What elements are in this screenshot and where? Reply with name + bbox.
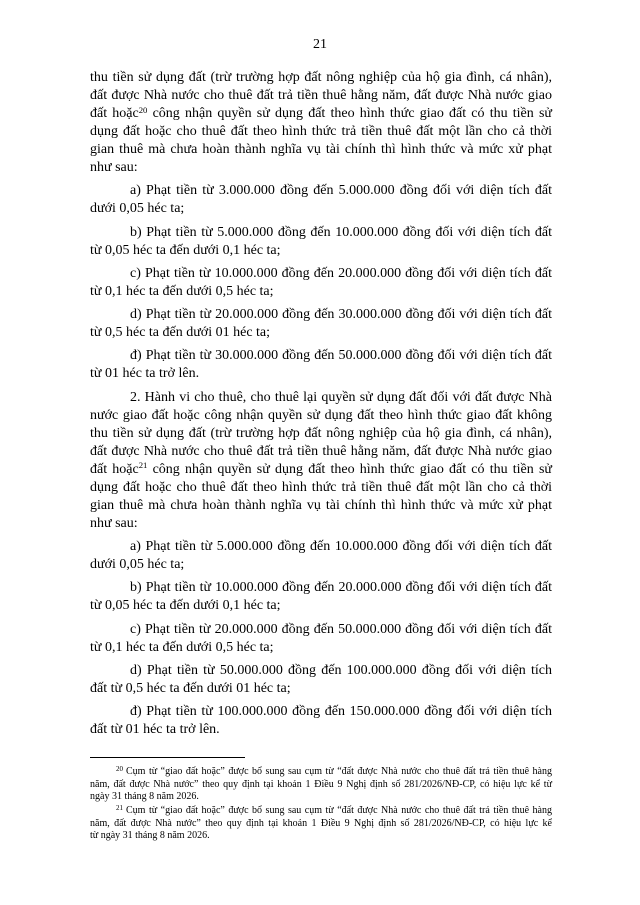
- text-line: từ 0,5 héc ta đến dưới 01 héc ta;: [90, 325, 271, 341]
- text-line: đất được Nhà nước cho thuê đất trả tiền thuê hằng năm, đất được Nhà nước giao: [90, 88, 552, 103]
- text-line: d) Phạt tiền từ 50.000.000 đồng đến 100.000.000 đồng đối với diện tích: [130, 662, 552, 678]
- text-line: c) Phạt tiền từ 20.000.000 đồng đến 50.000.000 đồng đối với diện tích đất: [130, 621, 552, 637]
- text-line: b) Phạt tiền từ 5.000.000 đồng đến 10.000.000 đồng đối với diện tích đất: [130, 224, 552, 240]
- footnote-text: Cụm từ “giao đất hoặc” được bổ sung sau cụm từ “đất được Nhà nước cho thuê đất trả tiền thuê hàng: [126, 766, 552, 777]
- paragraph: [90, 621, 552, 657]
- text-line: gian thuê mà chưa hoàn thành nghĩa vụ tài chính thì hình thức và mức xử phạt: [90, 497, 552, 513]
- text-line: c) Phạt tiền từ 10.000.000 đồng đến 20.000.000 đồng đối với diện tích đất: [130, 265, 552, 281]
- text-line: từ 0,1 héc ta đến dưới 0,5 héc ta;: [90, 283, 274, 299]
- text-line: như sau:: [90, 160, 138, 175]
- footnote-number: 21: [116, 803, 123, 812]
- text-line: dụng đất hoặc cho thuê đất theo hình thức trả tiền thuê đất một lần cho cả thời: [90, 479, 552, 495]
- text-line: [90, 461, 552, 479]
- text-line: từ 0,1 héc ta đến dưới 0,5 héc ta;: [90, 639, 274, 655]
- footnote: [90, 805, 552, 843]
- page-number: 21: [313, 37, 327, 52]
- footnote-line: [90, 830, 552, 843]
- text-line: d) Phạt tiền từ 20.000.000 đồng đến 30.000.000 đồng đối với diện tích đất: [130, 307, 552, 323]
- paragraph: [90, 703, 552, 739]
- footnote-text: năm, đất được Nhà nước” theo quy định tại khoản 1 Điều 9 Nghị định số 281/2026/NĐ-CP, có hiệu lực kể từ: [90, 778, 552, 790]
- footnote: [90, 766, 552, 804]
- text-line: đ) Phạt tiền từ 100.000.000 đồng đến 150.000.000 đồng đối với diện tích: [130, 704, 552, 720]
- text-line: dưới 0,05 héc ta;: [90, 201, 185, 217]
- text-line: thu tiền sử dụng đất (trừ trường hợp đất nông nghiệp của hộ gia đình, cá nhân),: [90, 70, 552, 85]
- text-line: thu tiền sử dụng đất (trừ trường hợp đất nông nghiệp của hộ gia đình, cá nhân),: [90, 425, 552, 441]
- footnote-number: 20: [116, 764, 123, 773]
- footnote-separator: [90, 757, 245, 758]
- footnote-text: từ ngày 31 tháng 8 năm 2026.: [90, 830, 210, 841]
- text-line: a) Phạt tiền từ 3.000.000 đồng đến 5.000.000 đồng đối với diện tích đất: [130, 183, 552, 199]
- paragraph: [90, 347, 552, 383]
- text-line: đất được Nhà nước cho thuê đất trả tiền thuê hằng năm, đất được Nhà nước giao: [90, 443, 552, 459]
- line-text: đất hoặc: [90, 461, 139, 477]
- paragraph: [90, 224, 552, 260]
- footnote-line: [90, 805, 552, 818]
- text-line: đất từ 0,5 héc ta đến dưới 01 héc ta;: [90, 680, 291, 696]
- paragraph: [90, 182, 552, 218]
- text-line: [90, 105, 552, 123]
- footnote-line: [90, 779, 552, 792]
- text-line: 2. Hành vi cho thuê, cho thuê lại quyền sử dụng đất đối với đất được Nhà: [130, 389, 552, 405]
- text-line: dưới 0,05 héc ta;: [90, 557, 185, 573]
- line-text: công nhận quyền sử dụng đất theo hình thức giao đất có thu tiền sử: [147, 106, 552, 121]
- text-line: a) Phạt tiền từ 5.000.000 đồng đến 10.000.000 đồng đối với diện tích đất: [130, 539, 552, 555]
- footnote-text: ngày 31 tháng 8 năm 2026.: [90, 791, 199, 802]
- text-line: như sau:: [90, 515, 138, 531]
- text-line: từ 0,05 héc ta đến dưới 0,1 héc ta;: [90, 242, 281, 258]
- text-line: gian thuê mà chưa hoàn thành nghĩa vụ tài chính thì hình thức và mức xử phạt: [90, 142, 552, 157]
- paragraph: [90, 306, 552, 342]
- text-line: đ) Phạt tiền từ 30.000.000 đồng đến 50.000.000 đồng đối với diện tích đất: [130, 348, 552, 364]
- footnote-line: [90, 766, 552, 779]
- paragraph: [90, 389, 552, 533]
- text-line: từ 01 héc ta trở lên.: [90, 366, 200, 382]
- line-text: công nhận quyền sử dụng đất theo hình thức giao đất có thu tiền sử: [147, 461, 552, 477]
- text-line: từ 0,05 héc ta đến dưới 0,1 héc ta;: [90, 598, 281, 614]
- paragraph: [90, 579, 552, 615]
- text-line: đất từ 01 héc ta trở lên.: [90, 722, 220, 738]
- text-line: dụng đất hoặc cho thuê đất theo hình thức trả tiền thuê đất một lần cho cả thời: [90, 124, 552, 139]
- footnote-line: [90, 818, 552, 831]
- footnote-text: Cụm từ “giao đất hoặc” được bổ sung sau cụm từ “đất được Nhà nước cho thuê đất trả tiền thuê hàng: [126, 805, 552, 816]
- footnote-text: năm, đất được Nhà nước” theo quy định tại khoản 1 Điều 9 Nghị định số 281/2026/NĐ-CP, có hiệu lực kể: [90, 817, 552, 829]
- paragraph: [90, 662, 552, 698]
- footnote-reference: 21: [138, 460, 148, 471]
- line-text: đất hoặc: [90, 106, 139, 121]
- paragraph: [90, 265, 552, 301]
- document-body: [90, 69, 552, 739]
- footnote-line: [90, 791, 552, 804]
- text-line: b) Phạt tiền từ 10.000.000 đồng đến 20.000.000 đồng đối với diện tích đất: [130, 580, 552, 596]
- text-line: nước giao đất hoặc công nhận quyền sử dụng đất theo hình thức giao đất không: [90, 407, 552, 423]
- paragraph-continuation: [90, 69, 552, 177]
- footnote-reference: 20: [138, 104, 148, 115]
- footnotes: [90, 766, 552, 843]
- paragraph: [90, 538, 552, 574]
